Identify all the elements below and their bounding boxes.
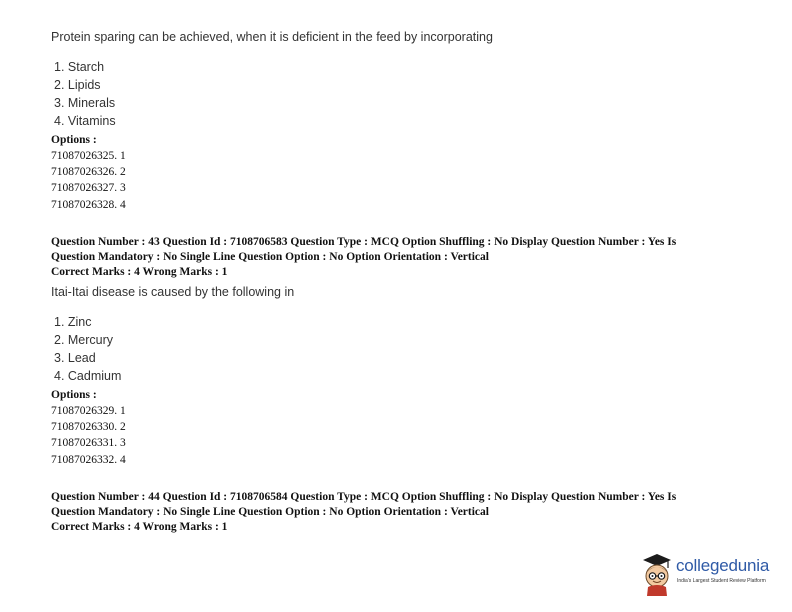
collegedunia-logo	[639, 552, 789, 596]
question-43-meta-line-1: Question Number : 43 Question Id : 7108706583 Question Type : MCQ Option Shuffling : No Display Question Number : Yes Is	[51, 236, 677, 248]
question-42-option-3: 3. Minerals	[54, 96, 116, 110]
question-43-text: Itai-Itai disease is caused by the following in	[51, 285, 295, 299]
mascot-icon	[639, 552, 675, 596]
question-44-marks: Correct Marks : 4 Wrong Marks : 1	[51, 521, 228, 533]
question-44-meta-line-2: Question Mandatory : No Single Line Question Option : No Option Orientation : Vertical	[51, 506, 489, 518]
question-43-option-id-4: 71087026332. 4	[51, 454, 126, 466]
brand-tagline: India's Largest Student Review Platform	[677, 578, 766, 584]
question-43-option-id-3: 71087026331. 3	[51, 437, 126, 449]
brand-name: collegedunia	[676, 556, 770, 575]
question-43-marks: Correct Marks : 4 Wrong Marks : 1	[51, 266, 228, 278]
question-42-option-id-4: 71087026328. 4	[51, 199, 126, 211]
question-42-option-2: 2. Lipids	[54, 78, 101, 92]
question-42-option-id-3: 71087026327. 3	[51, 182, 126, 194]
question-43-option-4: 4. Cadmium	[54, 369, 122, 383]
question-43-option-id-2: 71087026330. 2	[51, 421, 126, 433]
question-43-options-heading: Options :	[51, 389, 97, 401]
question-42-option-4: 4. Vitamins	[54, 114, 116, 128]
question-42-option-id-1: 71087026325. 1	[51, 150, 126, 162]
question-42-options-heading: Options :	[51, 134, 97, 146]
question-43-option-2: 2. Mercury	[54, 333, 114, 347]
question-43-option-id-1: 71087026329. 1	[51, 405, 126, 417]
question-42-option-id-2: 71087026326. 2	[51, 166, 126, 178]
question-43-option-1: 1. Zinc	[54, 315, 92, 329]
question-44-meta-line-1: Question Number : 44 Question Id : 7108706584 Question Type : MCQ Option Shuffling : No Display Question Number : Yes Is	[51, 491, 677, 503]
question-43-meta-line-2: Question Mandatory : No Single Line Question Option : No Option Orientation : Vertical	[51, 251, 489, 263]
question-42-text: Protein sparing can be achieved, when it is deficient in the feed by incorporating	[51, 30, 493, 44]
question-42-option-1: 1. Starch	[54, 60, 105, 74]
question-43-option-3: 3. Lead	[54, 351, 96, 365]
